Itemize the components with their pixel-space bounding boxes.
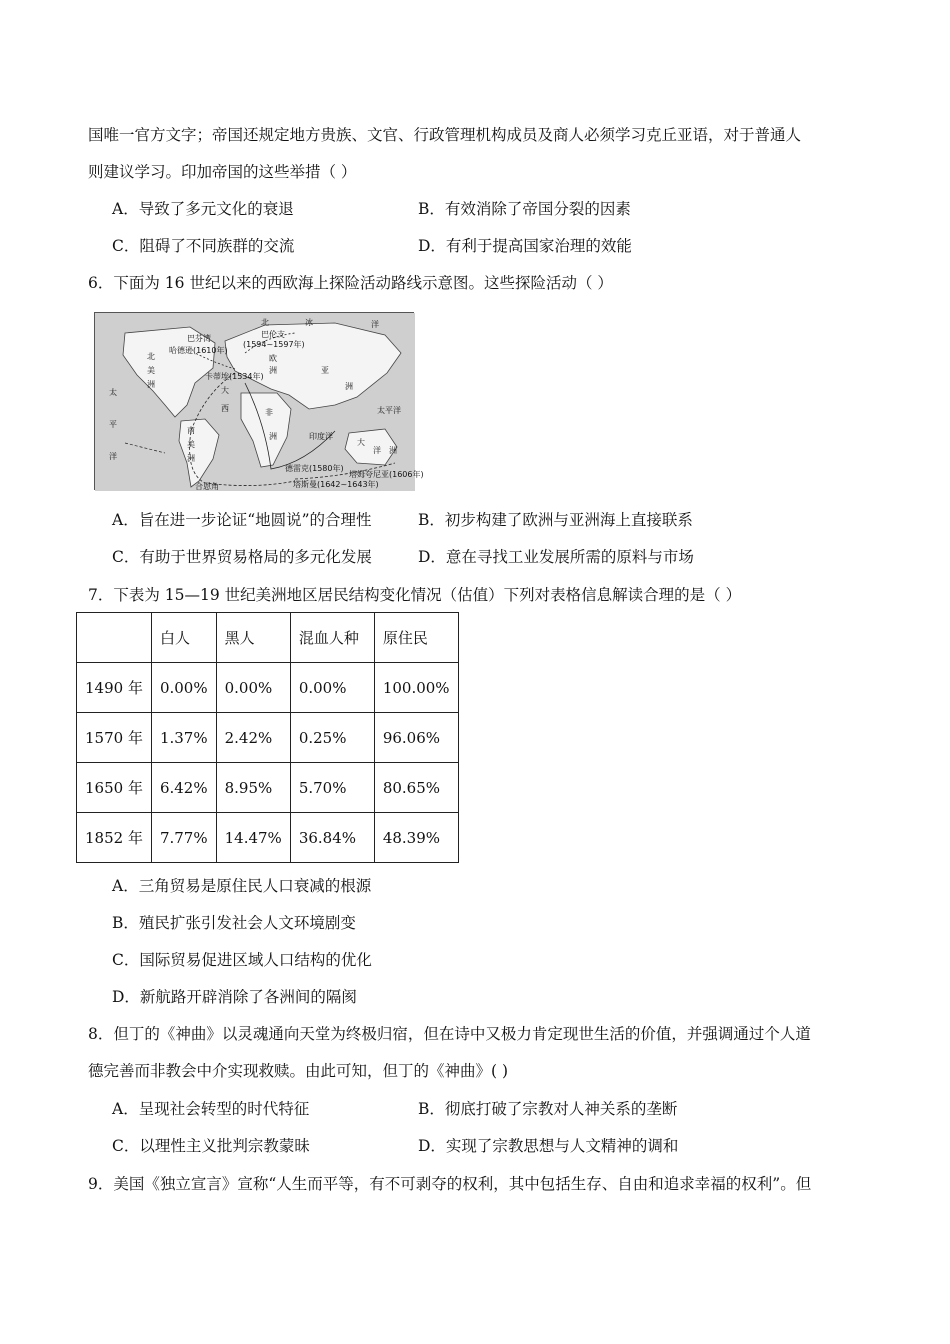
table-cell: 2.42% — [216, 713, 290, 763]
table-cell: 0.00% — [216, 663, 290, 713]
table-cell: 96.06% — [374, 713, 458, 763]
q5-stem-line-1: 国唯一官方文字；帝国还规定地方贵族、文官、行政管理机构成员及商人必须学习克丘亚语，对于普通人 — [88, 126, 802, 144]
table-cell: 7.77% — [151, 813, 216, 863]
map-label-asia: 亚 — [321, 366, 329, 375]
q6-stem: 6．下面为 16 世纪以来的西欧海上探险活动路线示意图。这些探险活动（ ） — [88, 274, 613, 292]
q8-option-d: D．实现了宗教思想与人文精神的调和 — [418, 1137, 679, 1155]
table-cell: 1.37% — [151, 713, 216, 763]
table-cell: 36.84% — [290, 813, 374, 863]
map-label-europe-zhou: 洲 — [269, 366, 277, 375]
table-cell: 6.42% — [151, 763, 216, 813]
table-cell: 5.70% — [290, 763, 374, 813]
map-label-oceania-1: 大 — [357, 438, 365, 447]
table-row — [77, 813, 459, 863]
table-cell: 1490 年 — [77, 663, 152, 713]
map-label-indian-ocean: 印度洋 — [309, 432, 333, 441]
map-label-pacific-right: 太平洋 — [377, 406, 401, 415]
q7-stem: 7．下表为 15—19 世纪美洲地区居民结构变化情况（估值）下列对表格信息解读合理的是（ ） — [88, 586, 742, 604]
table-header-cell: 白人 — [151, 613, 216, 663]
q7-option-c: C．国际贸易促进区域人口结构的优化 — [112, 951, 372, 969]
table-cell: 1852 年 — [77, 813, 152, 863]
q5-option-b: B．有效消除了帝国分裂的因素 — [418, 200, 631, 218]
map-label-baffin: 巴芬湾 — [187, 334, 211, 343]
map-label-africa-zhou: 洲 — [269, 432, 277, 441]
q5-option-c: C．阻碍了不同族群的交流 — [112, 237, 295, 255]
table-row — [77, 713, 459, 763]
table-cell: 1570 年 — [77, 713, 152, 763]
map-label-ice: 冰 — [305, 318, 313, 327]
map-label-barents-years: (1594~1597年) — [243, 340, 305, 349]
table-cell: 0.00% — [290, 663, 374, 713]
table-header-cell: 黑人 — [216, 613, 290, 663]
q5-stem-line-2: 则建议学习。印加帝国的这些举措（ ） — [88, 163, 357, 181]
map-label-atlantic-da: 大 — [221, 386, 229, 395]
q8-option-a: A．呈现社会转型的时代特征 — [112, 1100, 310, 1118]
map-label-pacific-tai: 太 — [109, 388, 117, 397]
map-label-cartier: 卡蒂埃(1534年) — [205, 372, 264, 381]
map-label-asia-zhou: 洲 — [345, 382, 353, 391]
q6-option-b: B．初步构建了欧洲与亚洲海上直接联系 — [418, 511, 693, 529]
map-label-barents: 巴伦支 — [261, 330, 285, 339]
table-cell: 48.39% — [374, 813, 458, 863]
table-cell: 0.25% — [290, 713, 374, 763]
map-label-south-america-nan: 南 — [187, 426, 195, 435]
map-label-cape-horn: 合恩角 — [195, 482, 219, 491]
table-cell: 1650 年 — [77, 763, 152, 813]
map-label-north-america-3: 洲 — [147, 380, 155, 389]
map-label-south-america-zhou: 洲 — [187, 454, 195, 463]
q8-option-b: B．彻底打破了宗教对人神关系的垄断 — [418, 1100, 678, 1118]
q7-option-d: D．新航路开辟消除了各洲间的隔阂 — [112, 988, 357, 1006]
q5-option-d: D．有利于提高国家治理的效能 — [418, 237, 632, 255]
q7-option-a: A．三角贸易是原住民人口衰减的根源 — [112, 877, 372, 895]
table-row — [77, 663, 459, 713]
exploration-route-map — [94, 312, 424, 491]
q8-stem-line-1: 8．但丁的《神曲》以灵魂通向天堂为终极归宿，但在诗中又极力肯定现世生活的价值，并强调通过个人道 — [88, 1025, 811, 1043]
map-label-atlantic-xi: 西 — [221, 404, 229, 413]
map-label-pacific-ping: 平 — [109, 420, 117, 429]
map-label-drake: 德雷克(1580年) — [285, 464, 344, 473]
q6-option-c: C．有助于世界贸易格局的多元化发展 — [112, 548, 372, 566]
table-cell: 14.47% — [216, 813, 290, 863]
map-label-north-america-2: 美 — [147, 366, 155, 375]
population-table — [76, 612, 459, 863]
table-header-cell — [77, 613, 152, 663]
q6-option-d: D．意在寻找工业发展所需的原料与市场 — [418, 548, 694, 566]
map-label-oceania-2: 洋 — [373, 446, 381, 455]
map-label-pacific-yang: 洋 — [109, 452, 117, 461]
map-label-north-america-1: 北 — [147, 352, 155, 361]
map-label-north: 北 — [261, 318, 269, 327]
map-label-ocean-top: 洋 — [371, 320, 379, 329]
q5-option-a: A．导致了多元文化的衰退 — [112, 200, 294, 218]
table-row — [77, 763, 459, 813]
table-cell: 80.65% — [374, 763, 458, 813]
map-label-tasman: 塔斯曼(1642~1643年) — [293, 480, 379, 489]
table-header-row — [77, 613, 459, 663]
table-cell: 100.00% — [374, 663, 458, 713]
map-label-africa-fei: 非 — [265, 408, 273, 417]
q8-option-c: C．以理性主义批判宗教蒙昧 — [112, 1137, 310, 1155]
map-label-oceania-3: 洲 — [389, 446, 397, 455]
map-label-south-america-mei: 美 — [187, 440, 195, 449]
q8-stem-line-2: 德完善而非教会中介实现救赎。由此可知，但丁的《神曲》( ) — [88, 1062, 509, 1080]
map-label-europe: 欧 — [269, 354, 277, 363]
map-label-quiros: 塔姆夸尼亚(1606年) — [349, 470, 424, 479]
q7-option-b: B．殖民扩张引发社会人文环境剧变 — [112, 914, 356, 932]
map-label-hudson: 哈德逊(1610年) — [169, 346, 228, 355]
table-header-cell: 混血人种 — [290, 613, 374, 663]
table-cell: 8.95% — [216, 763, 290, 813]
table-header-cell: 原住民 — [374, 613, 458, 663]
q6-option-a: A．旨在进一步论证“地圆说”的合理性 — [112, 511, 372, 529]
q9-stem-line-1: 9．美国《独立宣言》宣称“人生而平等，有不可剥夺的权利，其中包括生存、自由和追求幸福的权利”。但 — [88, 1175, 812, 1193]
table-cell: 0.00% — [151, 663, 216, 713]
